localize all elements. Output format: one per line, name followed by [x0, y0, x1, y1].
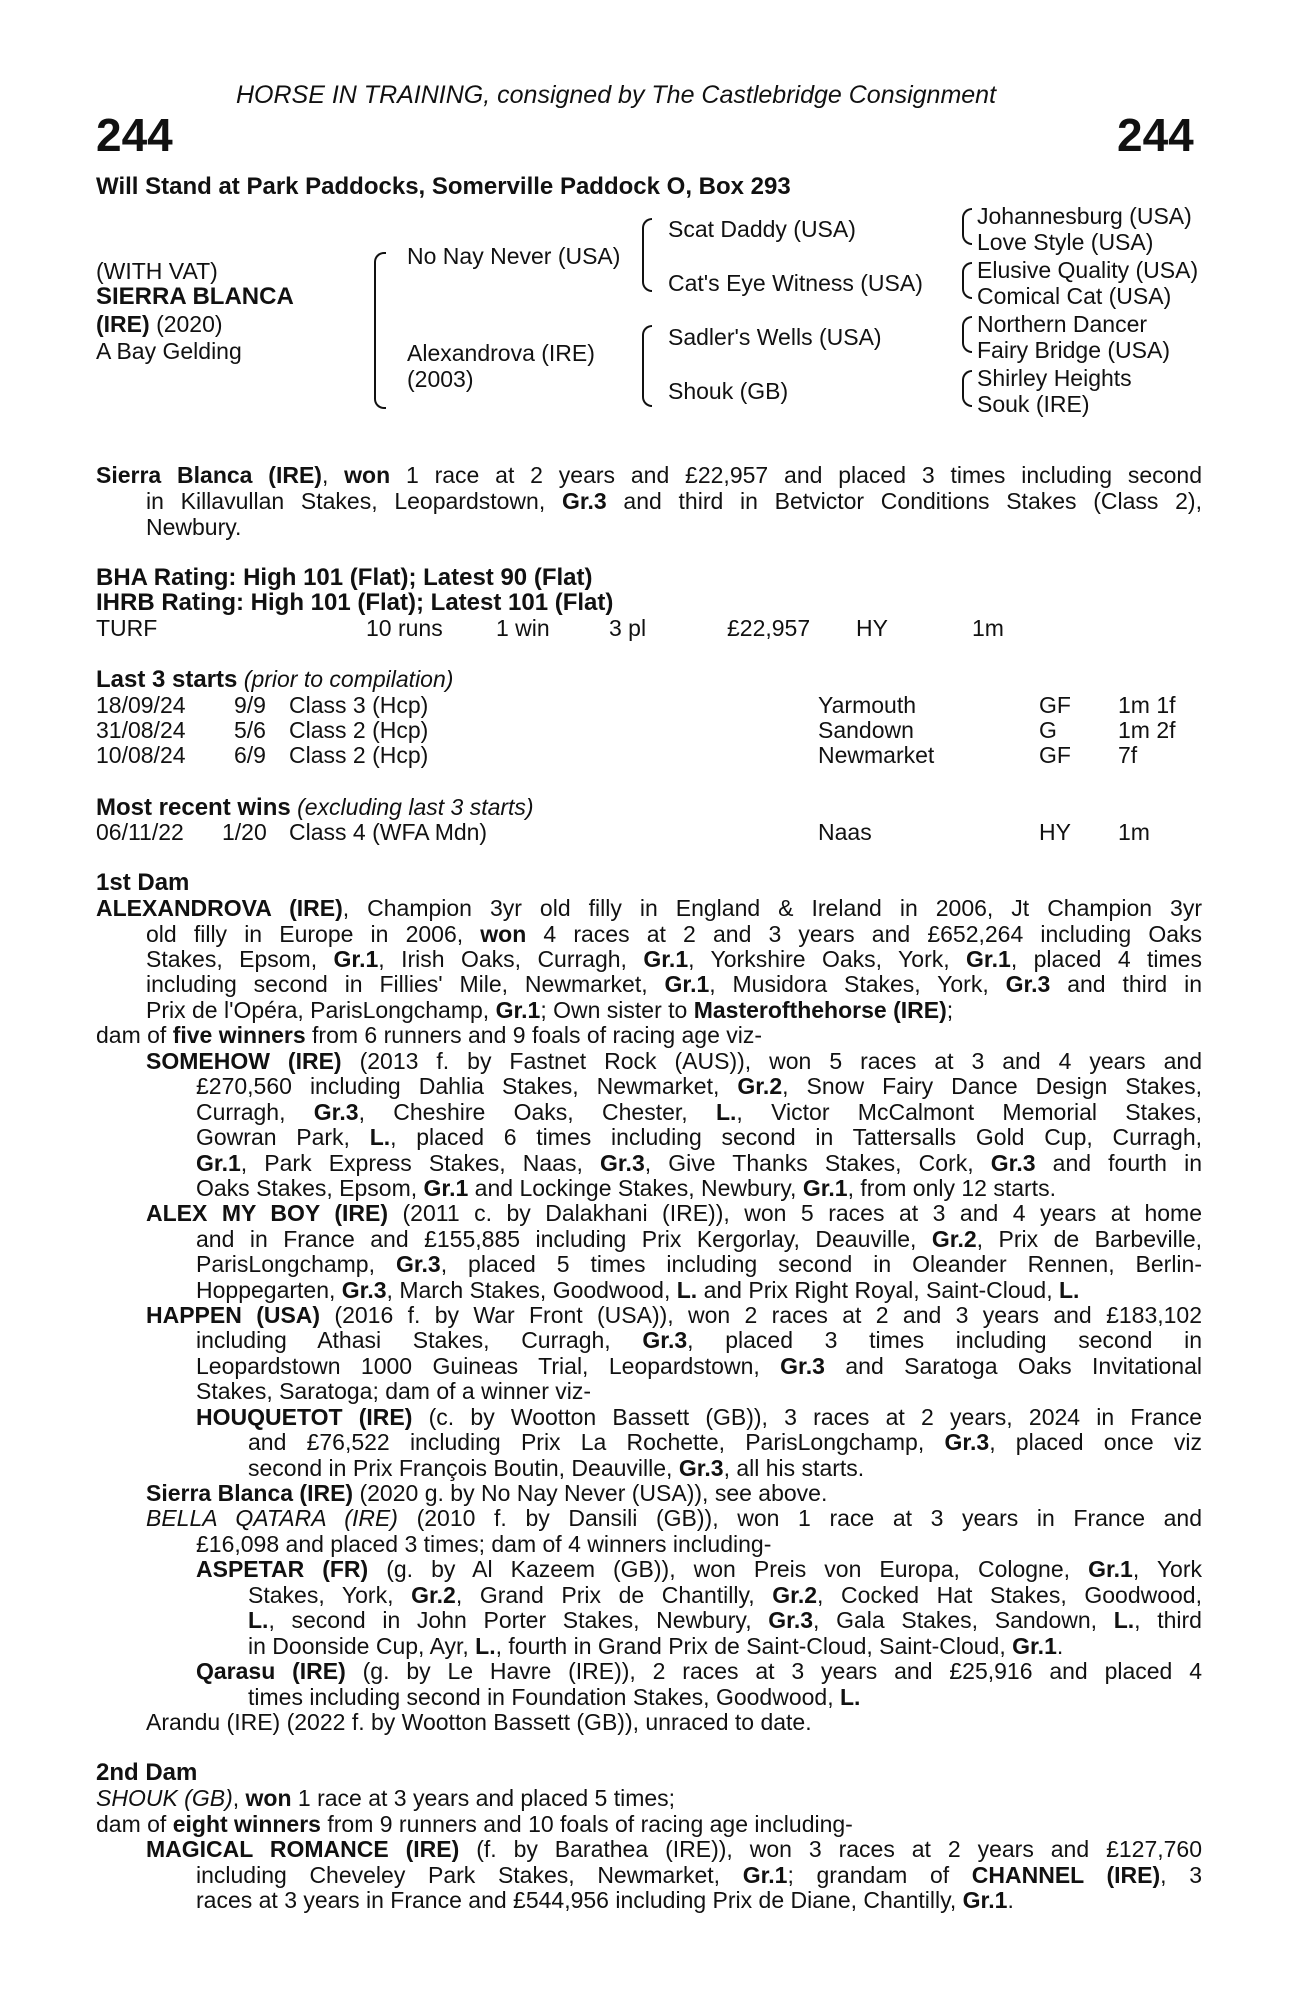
win-race: Class 4 (WFA Mdn) [289, 819, 488, 845]
summary-line-1 [96, 462, 1202, 488]
produce-grade: Gr.1 [1012, 1633, 1057, 1659]
produce-text: (2010 f. by Dansili (GB)), won 1 race at 3 years in France and [397, 1505, 1203, 1531]
somehow-line-5 [196, 1150, 1202, 1176]
start-position: 6/9 [234, 742, 266, 768]
recent-wins-note: (excluding last 3 starts) [297, 794, 534, 820]
start-course: Sandown [818, 717, 914, 743]
stabling-line: Will Stand at Park Paddocks, Somerville Paddock O, Box 293 [96, 173, 791, 200]
produce-text: , placed 6 times including second in Tattersalls Gold Cup, Curragh, [390, 1124, 1202, 1150]
pedigree-bracket-g12 [962, 208, 972, 245]
produce-text: , Snow Fairy Dance Design Stakes, [782, 1073, 1202, 1099]
produce-text: , Cheshire Oaks, Chester, [358, 1099, 716, 1125]
start-going: GF [1039, 692, 1071, 718]
win-position: 1/20 [222, 819, 267, 845]
start-race: Class 2 (Hcp) [289, 717, 429, 743]
dam2-won: won [245, 1785, 292, 1811]
win-date: 06/11/22 [96, 819, 184, 845]
produce-text: , Victor McCalmont Memorial Stakes, [736, 1099, 1203, 1125]
start-position: 9/9 [234, 692, 266, 718]
pedigree-bracket-g56 [962, 316, 972, 353]
dam2-line-1 [96, 1785, 675, 1811]
turf-placed: 3 pl [609, 615, 647, 641]
dam1-grade: Gr.1 [966, 946, 1011, 972]
summary-text: and third in Betvictor Conditions Stakes (Class 2), [606, 488, 1202, 514]
dam1-heading: 1st Dam [96, 869, 190, 896]
pedigree-dam-sire: Sadler's Wells (USA) [668, 324, 882, 350]
produce-text: Hoppegarten, [196, 1277, 342, 1303]
produce-grade: L. [248, 1607, 269, 1633]
happen-line-1 [146, 1302, 1202, 1328]
turf-surface: TURF [96, 615, 158, 641]
houquetot-line-1 [196, 1404, 1202, 1430]
produce-grandoffspring: CHANNEL (IRE) [971, 1862, 1161, 1888]
produce-text: and Saratoga Oaks Invitational [824, 1353, 1202, 1379]
produce-text: , fourth in Grand Prix de Saint-Cloud, Saint-Cloud, [495, 1633, 1013, 1659]
produce-grade: L. [715, 1099, 737, 1125]
pedigree-bracket-g78 [962, 370, 972, 407]
pedigree-g8: Souk (IRE) [977, 391, 1090, 417]
dam2-text: , [232, 1785, 246, 1811]
dam1-winners: five winners [172, 1022, 306, 1048]
produce-text: (f. by Barathea (IRE)), won 3 races at 2 years and £127,760 [459, 1836, 1203, 1862]
aspetar-line-3 [248, 1607, 1202, 1633]
produce-text: Gowran Park, [196, 1124, 370, 1150]
dam1-line-2 [146, 921, 1202, 947]
produce-grade: Gr.3 [313, 1099, 359, 1125]
produce-text: Curragh, [196, 1099, 314, 1125]
magical-line-1 [146, 1836, 1202, 1862]
produce-text: Oaks Stakes, Epsom, [196, 1175, 424, 1201]
dam2-text: 1 race at 3 years and placed 5 times; [291, 1785, 676, 1811]
dam2-heading: 2nd Dam [96, 1759, 198, 1786]
produce-text: , Cocked Hat Stakes, Goodwood, [817, 1582, 1202, 1608]
turf-wins: 1 win [496, 615, 550, 641]
produce-text: and in France and £155,885 including Prix Kergorlay, Deauville, [196, 1226, 932, 1252]
somehow-line-2 [196, 1073, 1202, 1099]
qarasu-line-1 [196, 1658, 1202, 1684]
win-distance: 1m [1118, 819, 1150, 845]
dam1-grade: Gr.1 [333, 946, 379, 972]
produce-grade: Gr.1 [802, 1175, 848, 1201]
consignor-heading: HORSE IN TRAINING, consigned by The Castlebridge Consignment [236, 81, 997, 109]
start-distance: 1m 2f [1118, 717, 1176, 743]
dam1-text: Prix de l'Opéra, ParisLongchamp, [146, 997, 496, 1023]
dam1-line-1 [96, 895, 1202, 921]
produce-text: Leopardstown 1000 Guineas Trial, Leopardstown, [196, 1353, 781, 1379]
produce-text: including Cheveley Park Stakes, Newmarket, [196, 1862, 743, 1888]
pedigree-g7: Shirley Heights [977, 365, 1132, 391]
produce-grade: Gr.3 [599, 1150, 645, 1176]
produce-grade: L. [1113, 1607, 1135, 1633]
turf-earnings: £22,957 [727, 615, 811, 641]
pedigree-g3: Elusive Quality (USA) [977, 257, 1199, 283]
produce-text: , Park Express Stakes, Naas, [240, 1150, 600, 1176]
summary-text: 1 race at 2 years and £22,957 and placed 3 times including second [390, 462, 1202, 488]
produce-grade: Gr.1 [742, 1862, 788, 1888]
bella-line-2: £16,098 and placed 3 times; dam of 4 winners including- [196, 1531, 772, 1557]
produce-text: , placed 5 times including second in Oleander Rennen, Berlin- [440, 1251, 1202, 1277]
pedigree-dam: Alexandrova (IRE) [407, 340, 595, 366]
produce-text: , placed 3 times including second in [687, 1327, 1202, 1353]
dam1-name: ALEXANDROVA (IRE) [96, 895, 343, 921]
produce-grade: L. [475, 1633, 496, 1659]
happen-line-3 [196, 1353, 1202, 1379]
aspetar-line-2 [248, 1582, 1202, 1608]
alex-line-3 [196, 1251, 1202, 1277]
start-date: 10/08/24 [96, 742, 186, 768]
produce-text: , March Stakes, Goodwood, [386, 1277, 677, 1303]
produce-grade: Gr.1 [1088, 1556, 1133, 1582]
produce-text: (g. by Le Havre (IRE)), 2 races at 3 years and £25,916 and placed 4 [345, 1658, 1202, 1684]
pedigree-bracket-g34 [962, 262, 972, 299]
sierra-line [146, 1480, 827, 1506]
somehow-line-4 [196, 1124, 1202, 1150]
pedigree-g1: Johannesburg (USA) [977, 203, 1192, 229]
dam1-grade: Gr.3 [1005, 971, 1051, 997]
dam1-grade: Gr.1 [664, 971, 710, 997]
produce-text: , York [1132, 1556, 1203, 1582]
produce-grade: Gr.1 [423, 1175, 469, 1201]
start-position: 5/6 [234, 717, 266, 743]
pedigree-g4: Comical Cat (USA) [977, 283, 1172, 309]
produce-text: , Grand Prix de Chantilly, [455, 1582, 773, 1608]
produce-grade: Gr.2 [772, 1582, 818, 1608]
produce-text: second in Prix François Boutin, Deauville, [248, 1455, 679, 1481]
houquetot-line-3 [248, 1455, 864, 1481]
produce-text: and £76,522 including Prix La Rochette, ParisLongchamp, [248, 1429, 945, 1455]
produce-name: BELLA QATARA (IRE) [146, 1505, 398, 1531]
produce-text: , placed once viz [989, 1429, 1202, 1455]
dam2-winners: eight winners [172, 1811, 321, 1837]
produce-text: (2011 c. by Dalakhani (IRE)), won 5 races at 3 and 4 years at home [388, 1200, 1202, 1226]
produce-grade: Gr.3 [642, 1327, 688, 1353]
produce-grade: Gr.3 [768, 1607, 814, 1633]
alex-line-1 [146, 1200, 1202, 1226]
dam1-text: , Irish Oaks, Curragh, [378, 946, 644, 972]
horse-origin-year [96, 311, 223, 337]
produce-text: in Doonside Cup, Ayr, [248, 1633, 476, 1659]
happen-line-4: Stakes, Saratoga; dam of a winner viz- [196, 1378, 592, 1404]
produce-name: Qarasu (IRE) [196, 1658, 346, 1684]
horse-description: A Bay Gelding [96, 338, 242, 364]
aspetar-line-1 [196, 1556, 1202, 1582]
summary-horse-name: Sierra Blanca (IRE) [96, 462, 322, 488]
produce-text: , 3 [1160, 1862, 1203, 1888]
last-starts-heading [96, 666, 453, 693]
start-race: Class 2 (Hcp) [289, 742, 429, 768]
turf-going: HY [856, 615, 888, 641]
dam2-text: from 9 runners and 10 foals of racing age including- [320, 1811, 853, 1837]
produce-grade: L. [839, 1684, 861, 1710]
produce-text: . [1056, 1633, 1064, 1659]
produce-text: ; grandam of [787, 1862, 972, 1888]
dam1-grade: Gr.1 [495, 997, 541, 1023]
produce-grade: Gr.3 [341, 1277, 387, 1303]
produce-name: HAPPEN (USA) [146, 1302, 321, 1328]
produce-text: and Lockinge Stakes, Newbury, [468, 1175, 803, 1201]
vat-note: (WITH VAT) [96, 258, 218, 284]
produce-grade: Gr.3 [944, 1429, 990, 1455]
win-course: Naas [818, 819, 872, 845]
produce-text: , from only 12 starts. [847, 1175, 1056, 1201]
win-going: HY [1039, 819, 1071, 845]
houquetot-line-2 [248, 1429, 1202, 1455]
dam2-text: dam of [96, 1811, 173, 1837]
dam2-line-2 [96, 1811, 853, 1837]
pedigree-sire-sire: Scat Daddy (USA) [668, 216, 856, 242]
dam1-text: , Yorkshire Oaks, York, [688, 946, 967, 972]
produce-text: , Prix de Barbeville, [976, 1226, 1203, 1252]
produce-text: £270,560 including Dahlia Stakes, Newmarket, [196, 1073, 738, 1099]
recent-wins-heading [96, 794, 534, 821]
bella-line-1 [146, 1505, 1202, 1531]
happen-line-2 [196, 1327, 1202, 1353]
start-distance: 7f [1118, 742, 1138, 768]
produce-text: , Gala Stakes, Sandown, [813, 1607, 1114, 1633]
produce-grade: Gr.2 [737, 1073, 783, 1099]
produce-grade: Gr.3 [780, 1353, 825, 1379]
magical-line-2 [196, 1862, 1202, 1888]
somehow-line-1 [146, 1048, 1202, 1074]
dam1-text: , Musidora Stakes, York, [709, 971, 1006, 997]
summary-line-2 [146, 488, 1202, 514]
recent-wins-title: Most recent wins [96, 794, 291, 821]
produce-grade: L. [1058, 1277, 1080, 1303]
produce-text: including Athasi Stakes, Curragh, [196, 1327, 643, 1353]
lot-number-right: 244 [1117, 109, 1194, 161]
dam1-text: 4 races at 2 and 3 years and £652,264 including Oaks [526, 921, 1203, 947]
summary-sep: , [321, 462, 345, 488]
pedigree-bracket-sire [642, 218, 652, 292]
horse-origin: (IRE) [96, 311, 150, 337]
produce-text: (c. by Wootton Bassett (GB)), 3 races at 2 years, 2024 in France [412, 1404, 1203, 1430]
pedigree-g6: Fairy Bridge (USA) [977, 337, 1170, 363]
produce-text: and fourth in [1035, 1150, 1202, 1176]
pedigree-g5: Northern Dancer [977, 311, 1148, 337]
dam1-text: from 6 runners and 9 foals of racing age viz- [305, 1022, 763, 1048]
turf-runs: 10 runs [366, 615, 443, 641]
dam1-text: and third in [1050, 971, 1202, 997]
dam1-text: old filly in Europe in 2006, [146, 921, 481, 947]
produce-name: HOUQUETOT (IRE) [196, 1404, 413, 1430]
produce-grade: Gr.1 [962, 1887, 1008, 1913]
produce-grade: Gr.2 [411, 1582, 456, 1608]
dam1-line-6 [96, 1022, 762, 1048]
dam1-text: dam of [96, 1022, 173, 1048]
dam1-text: ; [946, 997, 954, 1023]
arandu-line: Arandu (IRE) (2022 f. by Wootton Bassett (GB)), unraced to date. [146, 1709, 812, 1735]
pedigree-sire-dam: Cat's Eye Witness (USA) [668, 270, 923, 296]
last-starts-title: Last 3 starts [96, 666, 238, 693]
produce-text: races at 3 years in France and £544,956 including Prix de Diane, Chantilly, [196, 1887, 963, 1913]
produce-grade: L. [369, 1124, 391, 1150]
produce-grade: Gr.1 [196, 1150, 241, 1176]
turf-distance: 1m [972, 615, 1004, 641]
produce-text: , second in John Porter Stakes, Newbury, [268, 1607, 769, 1633]
produce-name: ALEX MY BOY (IRE) [146, 1200, 388, 1226]
dam1-text: , Champion 3yr old filly in England & Ireland in 2006, Jt Champion 3yr [342, 895, 1202, 921]
qarasu-line-2 [248, 1684, 860, 1710]
aspetar-line-4 [248, 1633, 1063, 1659]
last-starts-note: (prior to compilation) [243, 666, 454, 692]
start-going: G [1039, 717, 1057, 743]
produce-name: MAGICAL ROMANCE (IRE) [146, 1836, 460, 1862]
dam1-text: , placed 4 times [1010, 946, 1202, 972]
produce-text: ParisLongchamp, [196, 1251, 396, 1277]
pedigree-sire: No Nay Never (USA) [407, 243, 621, 269]
produce-text: (2013 f. by Fastnet Rock (AUS)), won 5 races at 3 and 4 years and [341, 1048, 1202, 1074]
dam1-sibling: Masterofthehorse (IRE) [693, 997, 947, 1023]
start-going: GF [1039, 742, 1071, 768]
produce-text: (2020 g. by No Nay Never (USA)), see above. [353, 1480, 828, 1506]
pedigree-g2: Love Style (USA) [977, 229, 1154, 255]
alex-line-2 [196, 1226, 1202, 1252]
produce-text: (g. by Al Kazeem (GB)), won Preis von Europa, Cologne, [368, 1556, 1089, 1582]
dam1-grade: Gr.1 [643, 946, 689, 972]
dam1-text: Stakes, Epsom, [146, 946, 334, 972]
horse-year: (2020) [156, 311, 223, 337]
dam1-text: ; Own sister to [540, 997, 694, 1023]
start-distance: 1m 1f [1118, 692, 1176, 718]
produce-text: (2016 f. by War Front (USA)), won 2 races at 2 and 3 years and £183,102 [320, 1302, 1202, 1328]
somehow-line-3 [196, 1099, 1202, 1125]
produce-text: . [1007, 1887, 1014, 1913]
produce-grade: Gr.3 [395, 1251, 441, 1277]
dam1-line-4 [146, 971, 1202, 997]
dam1-text: including second in Fillies' Mile, Newmarket, [146, 971, 665, 997]
dam1-line-5 [146, 997, 953, 1023]
produce-name: ASPETAR (FR) [196, 1556, 369, 1582]
dam1-line-3 [146, 946, 1202, 972]
lot-number-left: 244 [96, 109, 173, 161]
produce-text: , Give Thanks Stakes, Cork, [644, 1150, 991, 1176]
produce-text: Stakes, York, [248, 1582, 412, 1608]
start-course: Yarmouth [818, 692, 917, 718]
horse-name: SIERRA BLANCA [96, 283, 294, 310]
produce-text: , third [1134, 1607, 1202, 1633]
summary-text: in Killavullan Stakes, Leopardstown, [146, 488, 562, 514]
produce-grade: L. [676, 1277, 698, 1303]
produce-text: times including second in Foundation Stakes, Goodwood, [248, 1684, 840, 1710]
dam2-name: SHOUK (GB) [96, 1785, 233, 1811]
produce-grade: Gr.3 [678, 1455, 724, 1481]
produce-text: , all his starts. [723, 1455, 865, 1481]
start-course: Newmarket [818, 742, 935, 768]
bha-rating: BHA Rating: High 101 (Flat); Latest 90 (Flat) [96, 564, 593, 591]
produce-name: Sierra Blanca (IRE) [146, 1480, 354, 1506]
pedigree-dam-dam: Shouk (GB) [668, 378, 789, 404]
magical-line-3 [196, 1887, 1014, 1913]
produce-name: SOMEHOW (IRE) [146, 1048, 342, 1074]
pedigree-bracket-dam [642, 325, 652, 407]
produce-grade: Gr.3 [990, 1150, 1036, 1176]
produce-grade: Gr.2 [931, 1226, 977, 1252]
alex-line-4 [196, 1277, 1079, 1303]
somehow-line-6 [196, 1175, 1056, 1201]
start-date: 31/08/24 [96, 717, 186, 743]
pedigree-dam-year: (2003) [407, 366, 474, 392]
summary-won: won [344, 462, 391, 488]
start-date: 18/09/24 [96, 692, 186, 718]
dam1-won: won [480, 921, 527, 947]
summary-grade: Gr.3 [561, 488, 607, 514]
ihrb-rating: IHRB Rating: High 101 (Flat); Latest 101 (Flat) [96, 589, 614, 616]
produce-text: and Prix Right Royal, Saint-Cloud, [697, 1277, 1059, 1303]
start-race: Class 3 (Hcp) [289, 692, 429, 718]
pedigree-bracket-main [374, 252, 386, 409]
summary-line-3: Newbury. [146, 514, 242, 540]
